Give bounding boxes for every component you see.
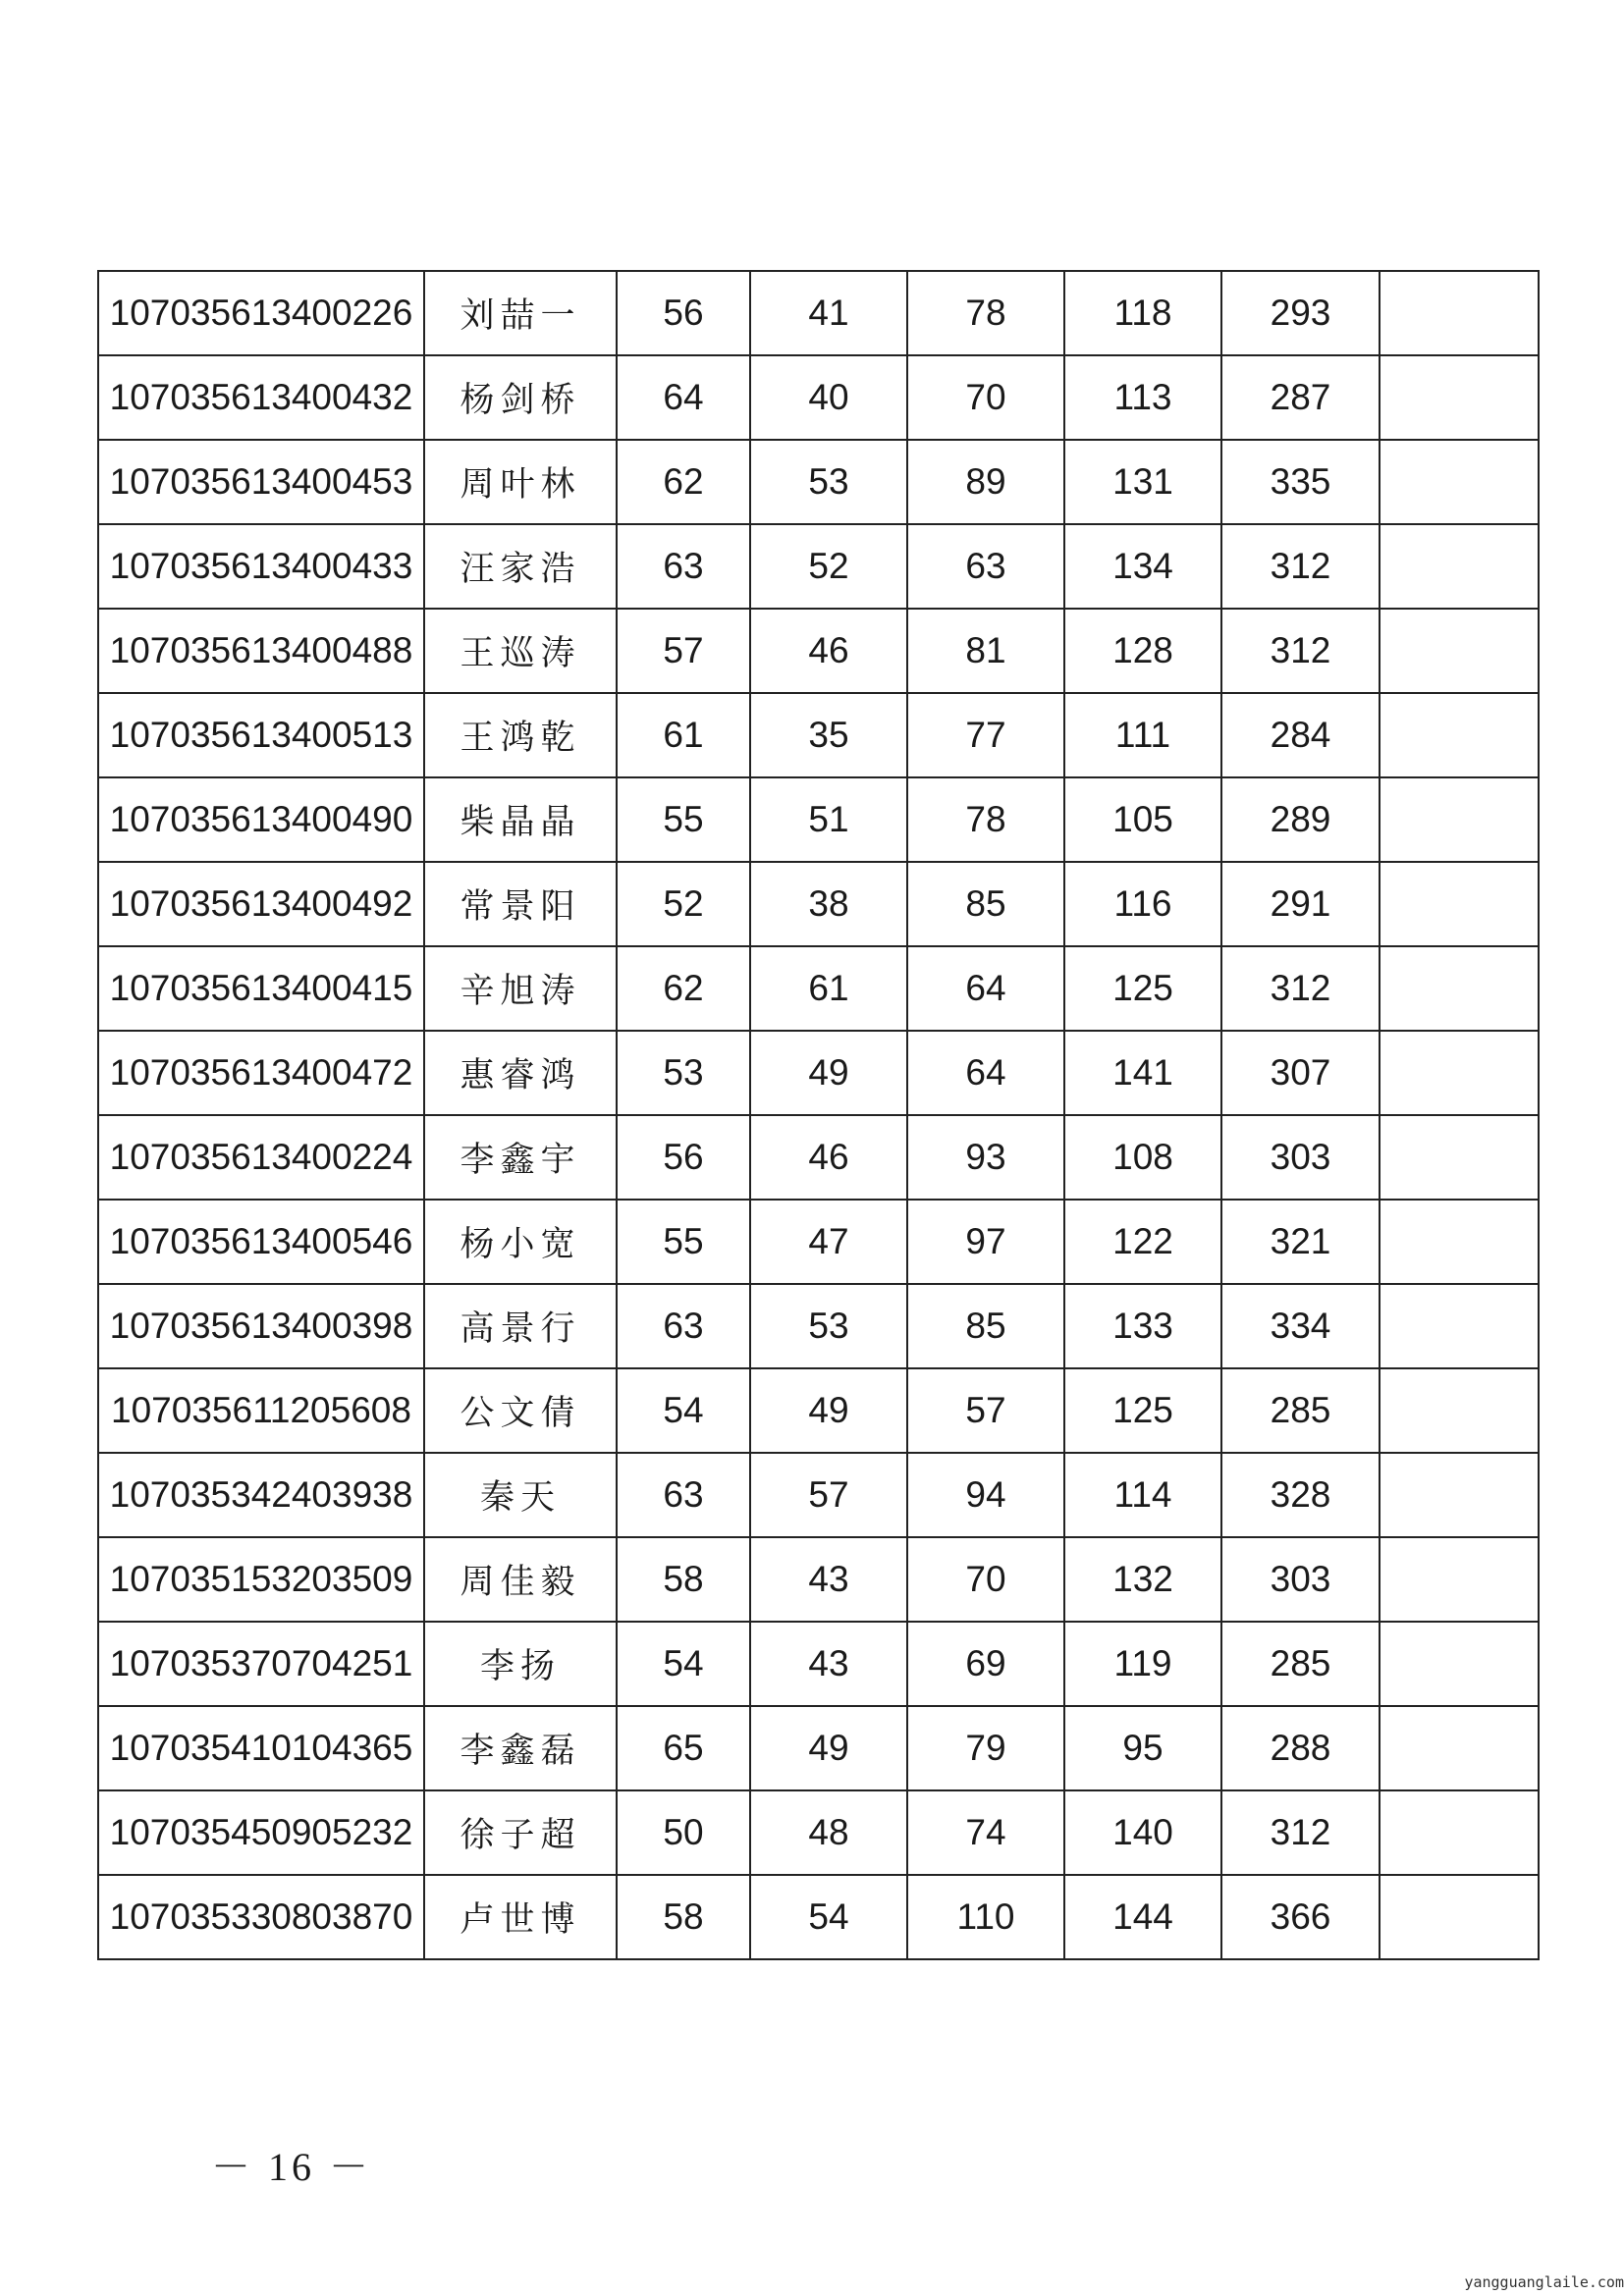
score-1-cell: 58	[617, 1875, 750, 1959]
score-1-cell: 63	[617, 1284, 750, 1368]
score-2-cell: 48	[750, 1790, 907, 1875]
score-4-cell: 141	[1064, 1031, 1221, 1115]
candidate-name-cell: 常景阳	[424, 862, 617, 946]
candidate-name-cell: 王鸿乾	[424, 693, 617, 777]
score-1-cell: 50	[617, 1790, 750, 1875]
candidate-id-cell: 107035613400453	[98, 440, 424, 524]
score-2-cell: 35	[750, 693, 907, 777]
note-cell	[1380, 1790, 1539, 1875]
note-cell	[1380, 355, 1539, 440]
candidate-id-cell: 107035613400490	[98, 777, 424, 862]
score-3-cell: 70	[907, 1537, 1064, 1622]
score-4-cell: 116	[1064, 862, 1221, 946]
score-4-cell: 108	[1064, 1115, 1221, 1200]
score-1-cell: 63	[617, 524, 750, 609]
score-2-cell: 52	[750, 524, 907, 609]
score-3-cell: 89	[907, 440, 1064, 524]
score-3-cell: 78	[907, 271, 1064, 355]
note-cell	[1380, 609, 1539, 693]
candidate-id-cell: 107035410104365	[98, 1706, 424, 1790]
score-3-cell: 63	[907, 524, 1064, 609]
candidate-id-cell: 107035153203509	[98, 1537, 424, 1622]
score-3-cell: 74	[907, 1790, 1064, 1875]
table-row	[98, 1706, 1539, 1790]
score-4-cell: 134	[1064, 524, 1221, 609]
note-cell	[1380, 777, 1539, 862]
total-score-cell: 312	[1221, 1790, 1380, 1875]
candidate-name-cell: 刘喆一	[424, 271, 617, 355]
candidate-id-cell: 107035613400546	[98, 1200, 424, 1284]
score-4-cell: 131	[1064, 440, 1221, 524]
score-1-cell: 65	[617, 1706, 750, 1790]
table-row	[98, 1200, 1539, 1284]
candidate-name-cell: 卢世博	[424, 1875, 617, 1959]
score-4-cell: 119	[1064, 1622, 1221, 1706]
score-3-cell: 93	[907, 1115, 1064, 1200]
score-3-cell: 94	[907, 1453, 1064, 1537]
candidate-id-cell: 107035613400513	[98, 693, 424, 777]
score-1-cell: 53	[617, 1031, 750, 1115]
score-3-cell: 85	[907, 862, 1064, 946]
score-4-cell: 125	[1064, 1368, 1221, 1453]
score-2-cell: 49	[750, 1706, 907, 1790]
score-1-cell: 56	[617, 271, 750, 355]
score-2-cell: 46	[750, 609, 907, 693]
score-2-cell: 49	[750, 1368, 907, 1453]
score-4-cell: 144	[1064, 1875, 1221, 1959]
note-cell	[1380, 1875, 1539, 1959]
candidate-name-cell: 公文倩	[424, 1368, 617, 1453]
table-row	[98, 1453, 1539, 1537]
note-cell	[1380, 1284, 1539, 1368]
total-score-cell: 312	[1221, 524, 1380, 609]
score-2-cell: 54	[750, 1875, 907, 1959]
score-4-cell: 122	[1064, 1200, 1221, 1284]
candidate-id-cell: 107035613400488	[98, 609, 424, 693]
table-row	[98, 355, 1539, 440]
table-row	[98, 524, 1539, 609]
candidate-name-cell: 柴晶晶	[424, 777, 617, 862]
candidate-name-cell: 徐子超	[424, 1790, 617, 1875]
table-row	[98, 1115, 1539, 1200]
total-score-cell: 291	[1221, 862, 1380, 946]
total-score-cell: 289	[1221, 777, 1380, 862]
note-cell	[1380, 1200, 1539, 1284]
score-3-cell: 78	[907, 777, 1064, 862]
candidate-id-cell: 107035370704251	[98, 1622, 424, 1706]
score-4-cell: 95	[1064, 1706, 1221, 1790]
score-1-cell: 63	[617, 1453, 750, 1537]
candidate-name-cell: 辛旭涛	[424, 946, 617, 1031]
table-row	[98, 1790, 1539, 1875]
score-3-cell: 81	[907, 609, 1064, 693]
note-cell	[1380, 271, 1539, 355]
score-4-cell: 125	[1064, 946, 1221, 1031]
candidate-name-cell: 秦天	[424, 1453, 617, 1537]
table-body	[98, 271, 1539, 1959]
candidate-name-cell: 王巡涛	[424, 609, 617, 693]
note-cell	[1380, 946, 1539, 1031]
score-2-cell: 46	[750, 1115, 907, 1200]
score-2-cell: 43	[750, 1622, 907, 1706]
candidate-name-cell: 李扬	[424, 1622, 617, 1706]
note-cell	[1380, 693, 1539, 777]
score-2-cell: 53	[750, 1284, 907, 1368]
candidate-id-cell: 107035613400472	[98, 1031, 424, 1115]
note-cell	[1380, 862, 1539, 946]
score-4-cell: 133	[1064, 1284, 1221, 1368]
table-row	[98, 1284, 1539, 1368]
candidate-id-cell: 107035611205608	[98, 1368, 424, 1453]
candidate-id-cell: 107035613400433	[98, 524, 424, 609]
total-score-cell: 335	[1221, 440, 1380, 524]
table-row	[98, 693, 1539, 777]
candidate-id-cell: 107035613400415	[98, 946, 424, 1031]
note-cell	[1380, 1368, 1539, 1453]
note-cell	[1380, 1453, 1539, 1537]
candidate-name-cell: 杨剑桥	[424, 355, 617, 440]
score-3-cell: 77	[907, 693, 1064, 777]
note-cell	[1380, 1537, 1539, 1622]
score-3-cell: 64	[907, 1031, 1064, 1115]
table-row	[98, 1031, 1539, 1115]
note-cell	[1380, 1031, 1539, 1115]
candidate-id-cell: 107035450905232	[98, 1790, 424, 1875]
total-score-cell: 321	[1221, 1200, 1380, 1284]
table-row	[98, 1537, 1539, 1622]
candidate-name-cell: 李鑫磊	[424, 1706, 617, 1790]
score-4-cell: 128	[1064, 609, 1221, 693]
table-row	[98, 609, 1539, 693]
score-3-cell: 85	[907, 1284, 1064, 1368]
table-row	[98, 1622, 1539, 1706]
score-4-cell: 113	[1064, 355, 1221, 440]
candidate-id-cell: 107035613400224	[98, 1115, 424, 1200]
score-2-cell: 49	[750, 1031, 907, 1115]
total-score-cell: 312	[1221, 946, 1380, 1031]
candidate-name-cell: 周叶林	[424, 440, 617, 524]
note-cell	[1380, 1115, 1539, 1200]
score-2-cell: 51	[750, 777, 907, 862]
score-1-cell: 55	[617, 777, 750, 862]
total-score-cell: 312	[1221, 609, 1380, 693]
score-4-cell: 140	[1064, 1790, 1221, 1875]
total-score-cell: 285	[1221, 1622, 1380, 1706]
candidate-name-cell: 惠睿鸿	[424, 1031, 617, 1115]
total-score-cell: 293	[1221, 271, 1380, 355]
total-score-cell: 284	[1221, 693, 1380, 777]
total-score-cell: 303	[1221, 1115, 1380, 1200]
score-2-cell: 53	[750, 440, 907, 524]
note-cell	[1380, 1706, 1539, 1790]
score-2-cell: 41	[750, 271, 907, 355]
score-3-cell: 70	[907, 355, 1064, 440]
score-1-cell: 61	[617, 693, 750, 777]
candidate-name-cell: 杨小宽	[424, 1200, 617, 1284]
total-score-cell: 328	[1221, 1453, 1380, 1537]
score-1-cell: 54	[617, 1622, 750, 1706]
score-4-cell: 132	[1064, 1537, 1221, 1622]
score-4-cell: 111	[1064, 693, 1221, 777]
table-row	[98, 440, 1539, 524]
score-1-cell: 64	[617, 355, 750, 440]
score-2-cell: 61	[750, 946, 907, 1031]
score-3-cell: 57	[907, 1368, 1064, 1453]
score-1-cell: 62	[617, 946, 750, 1031]
table-row	[98, 946, 1539, 1031]
total-score-cell: 307	[1221, 1031, 1380, 1115]
candidate-name-cell: 汪家浩	[424, 524, 617, 609]
total-score-cell: 334	[1221, 1284, 1380, 1368]
score-2-cell: 47	[750, 1200, 907, 1284]
watermark: yangguanglaile.com	[1464, 2273, 1624, 2291]
total-score-cell: 287	[1221, 355, 1380, 440]
score-2-cell: 57	[750, 1453, 907, 1537]
candidate-id-cell: 107035330803870	[98, 1875, 424, 1959]
note-cell	[1380, 1622, 1539, 1706]
score-1-cell: 56	[617, 1115, 750, 1200]
score-2-cell: 38	[750, 862, 907, 946]
score-4-cell: 114	[1064, 1453, 1221, 1537]
table-row	[98, 777, 1539, 862]
score-3-cell: 97	[907, 1200, 1064, 1284]
candidate-id-cell: 107035342403938	[98, 1453, 424, 1537]
candidate-name-cell: 李鑫宇	[424, 1115, 617, 1200]
table-row	[98, 271, 1539, 355]
score-1-cell: 58	[617, 1537, 750, 1622]
candidate-name-cell: 周佳毅	[424, 1537, 617, 1622]
score-2-cell: 40	[750, 355, 907, 440]
score-1-cell: 54	[617, 1368, 750, 1453]
total-score-cell: 288	[1221, 1706, 1380, 1790]
score-4-cell: 118	[1064, 271, 1221, 355]
table-row	[98, 1368, 1539, 1453]
page-number: － 16 －	[211, 2145, 372, 2189]
score-1-cell: 52	[617, 862, 750, 946]
table-row	[98, 1875, 1539, 1959]
score-1-cell: 62	[617, 440, 750, 524]
note-cell	[1380, 440, 1539, 524]
total-score-cell: 366	[1221, 1875, 1380, 1959]
candidate-name-cell: 高景行	[424, 1284, 617, 1368]
candidate-id-cell: 107035613400226	[98, 271, 424, 355]
candidate-id-cell: 107035613400492	[98, 862, 424, 946]
score-1-cell: 55	[617, 1200, 750, 1284]
candidate-id-cell: 107035613400432	[98, 355, 424, 440]
score-2-cell: 43	[750, 1537, 907, 1622]
table-row	[98, 862, 1539, 946]
score-4-cell: 105	[1064, 777, 1221, 862]
score-3-cell: 110	[907, 1875, 1064, 1959]
note-cell	[1380, 524, 1539, 609]
score-3-cell: 64	[907, 946, 1064, 1031]
total-score-cell: 285	[1221, 1368, 1380, 1453]
score-3-cell: 79	[907, 1706, 1064, 1790]
score-1-cell: 57	[617, 609, 750, 693]
candidate-id-cell: 107035613400398	[98, 1284, 424, 1368]
score-3-cell: 69	[907, 1622, 1064, 1706]
total-score-cell: 303	[1221, 1537, 1380, 1622]
score-table	[97, 270, 1540, 1960]
